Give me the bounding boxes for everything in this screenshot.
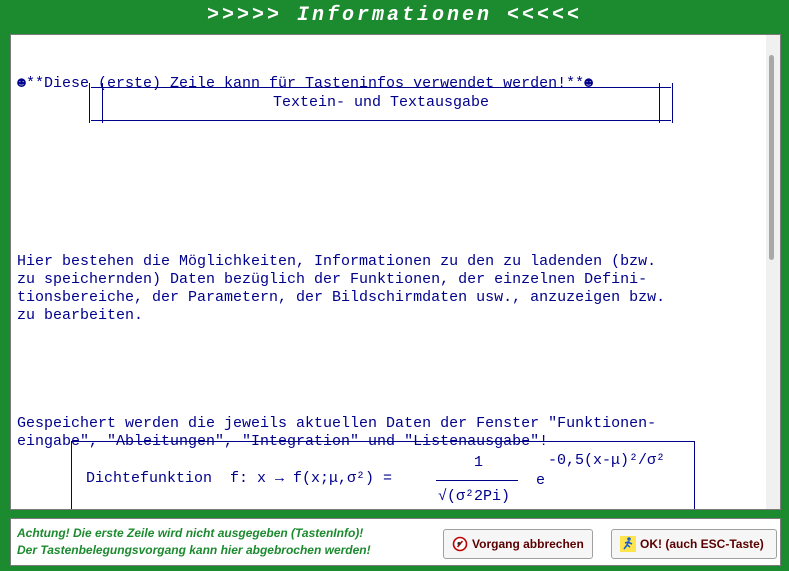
formula-denominator: √(σ²2Pi) <box>438 488 511 505</box>
scrollbar-thumb[interactable] <box>769 55 774 260</box>
cancel-icon <box>452 536 468 552</box>
footer-panel <box>10 518 781 566</box>
paragraph: Hier bestehen die Möglichkeiten, Informationen zu den zu ladenden (bzw. zu speichernden) Daten bezüglich der Funktionen, der einzelnen Defini- tionsbereiche, der Parametern, der Bildschirmdaten usw., anzuzeigen bzw. zu bearbeiten. <box>17 253 666 324</box>
cancel-button[interactable] <box>443 529 593 559</box>
formula-box <box>71 441 695 510</box>
footer-message-line1: Achtung! Die erste Zeile wird nicht ausgegeben (TastenInfo)! <box>17 526 364 540</box>
formula-numerator: 1 <box>474 454 484 471</box>
fraction-bar <box>436 480 518 481</box>
formula-label: Dichtefunktion f: x → f(x;μ,σ²) = <box>86 470 393 487</box>
ok-button[interactable] <box>611 529 777 559</box>
cancel-button-label: Vorgang abbrechen <box>472 537 584 551</box>
formula-exp-base: e <box>536 472 546 489</box>
section-title: Textein- und Textausgabe <box>272 94 490 111</box>
running-figure-icon <box>620 536 636 552</box>
first-line: ☻**Diese (erste) Zeile kann für Tasteninfos verwendet werden!**☻ <box>17 75 594 92</box>
ok-button-label: OK! (auch ESC-Taste) <box>640 537 764 551</box>
footer-message-line2: Der Tastenbelegungsvorgang kann hier abgebrochen werden! <box>17 543 371 557</box>
footer-message <box>17 525 371 559</box>
formula-exponent: -0,5(x-μ)²/σ² <box>548 452 666 469</box>
vertical-scrollbar[interactable] <box>766 35 780 509</box>
paragraph: Gespeichert werden die jeweils aktuellen Daten der Fenster "Funktionen- eingabe", "Ableitungen", "Integration" und "Listenausgabe"! <box>17 415 657 450</box>
section-title-box <box>91 87 671 119</box>
window-title: >>>>> Informationen <<<<< <box>0 0 789 32</box>
info-textarea[interactable] <box>10 34 781 510</box>
